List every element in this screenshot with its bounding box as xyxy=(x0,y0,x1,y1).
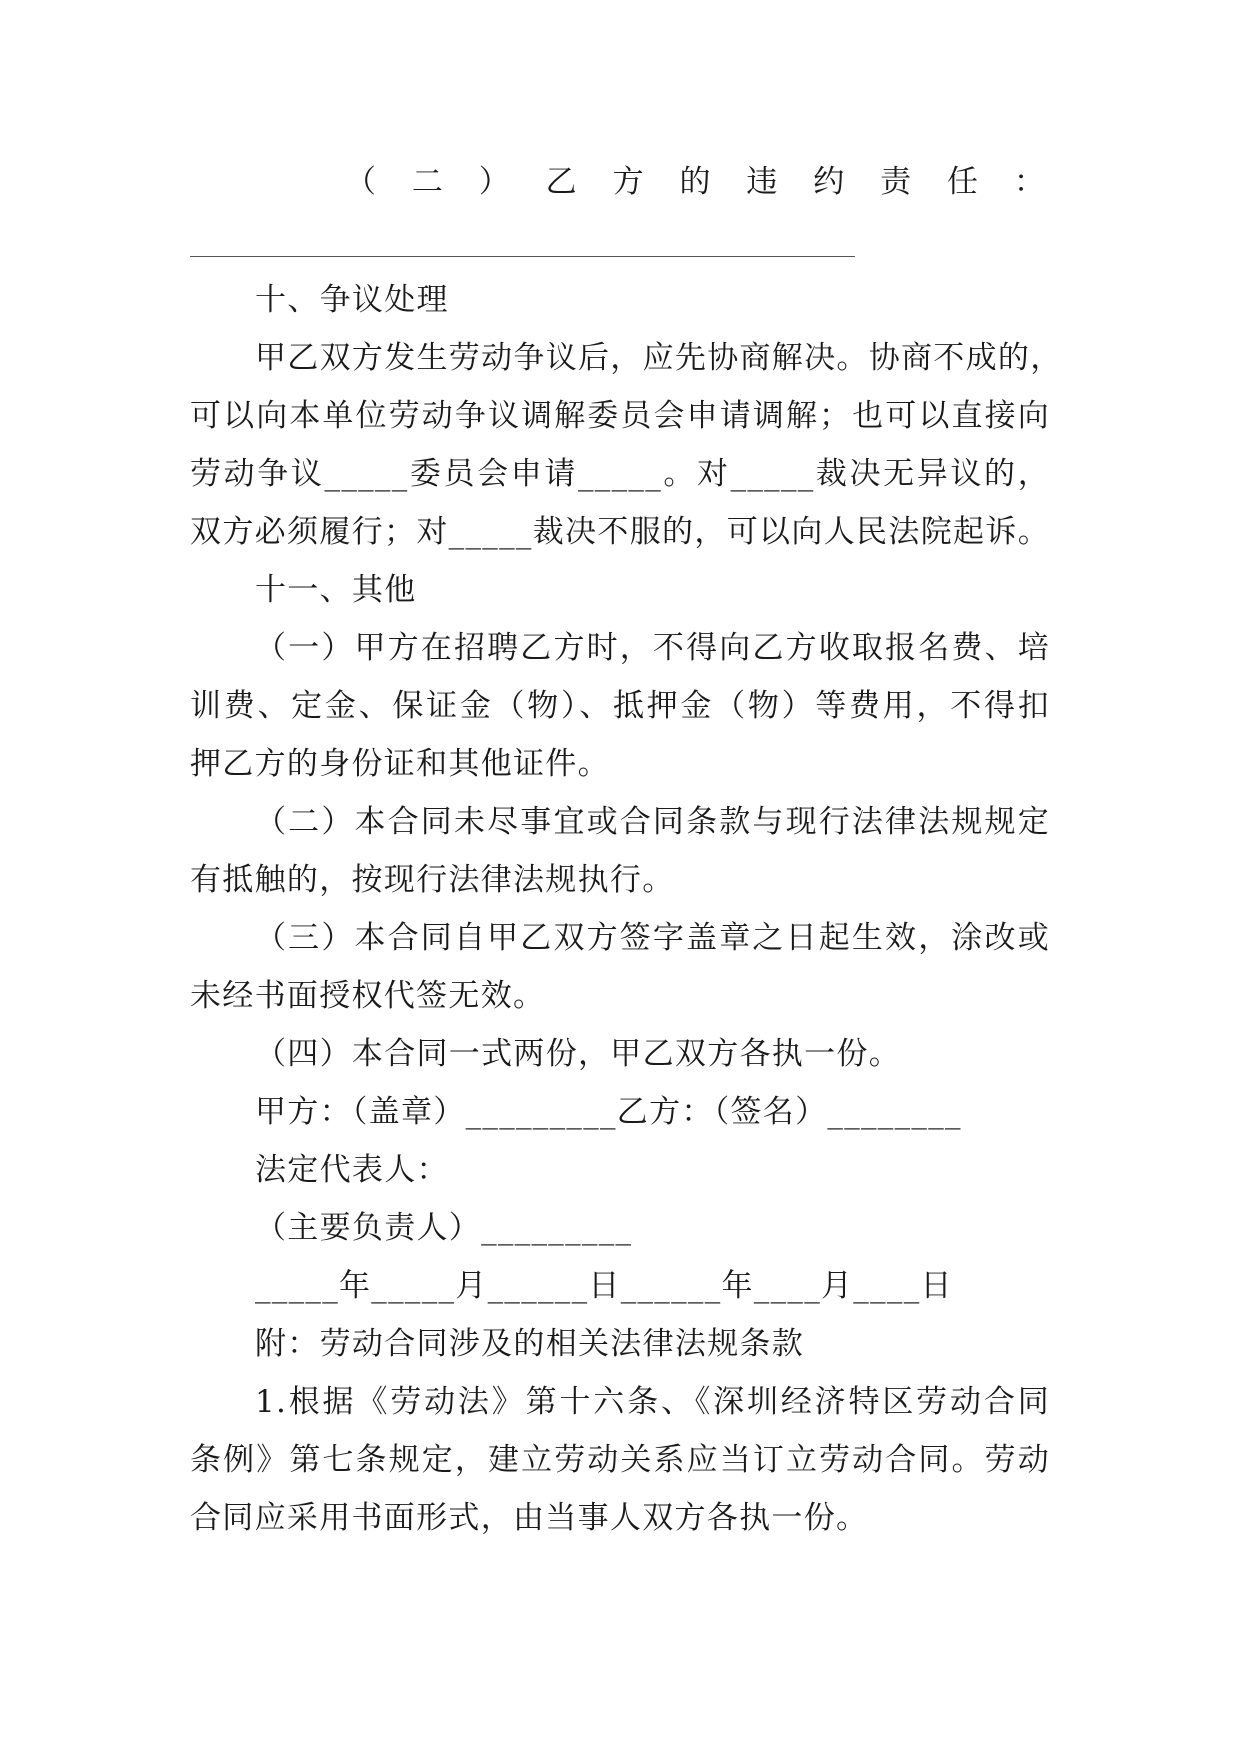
paragraph-line: （二）本合同未尽事宜或合同条款与现行法律法规规定 xyxy=(255,804,1050,840)
heading-char: 约 xyxy=(813,164,845,200)
heading-char: 二 xyxy=(411,164,443,200)
paragraph-line: （三）本合同自甲乙双方签字盖章之日起生效，涂改或 xyxy=(255,920,1050,956)
date-line: _____年_____月______日______年____月____日 xyxy=(255,1268,953,1304)
paragraph-line: 甲乙双方发生劳动争议后，应先协商解决。协商不成的， xyxy=(255,340,1063,376)
section-heading-dispute: 十、争议处理 xyxy=(255,282,449,318)
paragraph-line: 劳动争议_____委员会申请_____。对_____裁决无异议的， xyxy=(190,456,1050,492)
heading-char: （ xyxy=(345,164,376,200)
paragraph-line: 训费、定金、保证金（物）、抵押金（物）等费用，不得扣 xyxy=(190,688,1050,724)
paragraph-line: 可以向本单位劳动争议调解委员会申请调解；也可以直接向 xyxy=(190,398,1050,434)
legal-representative-label: 法定代表人： xyxy=(255,1152,449,1188)
paragraph-line: 条例》第七条规定，建立劳动关系应当订立劳动合同。劳动 xyxy=(190,1442,1050,1478)
blank-fill-line xyxy=(190,256,855,257)
heading-char: 的 xyxy=(679,164,711,200)
section-heading-breach-party-b xyxy=(345,162,1045,202)
heading-char: 任 xyxy=(947,164,979,200)
heading-char: ： xyxy=(1013,164,1045,200)
heading-char: 责 xyxy=(880,164,912,200)
heading-char: 违 xyxy=(746,164,778,200)
paragraph-line: （四）本合同一式两份，甲乙双方各执一份。 xyxy=(255,1036,901,1072)
heading-char: ） xyxy=(478,164,510,200)
appendix-heading: 附：劳动合同涉及的相关法律法规条款 xyxy=(255,1326,805,1362)
paragraph-line: 有抵触的，按现行法律法规执行。 xyxy=(190,862,675,898)
paragraph-line: 押乙方的身份证和其他证件。 xyxy=(190,746,610,782)
paragraph-line: （一）甲方在招聘乙方时，不得向乙方收取报名费、培 xyxy=(255,630,1050,666)
section-heading-other: 十一、其他 xyxy=(255,572,417,608)
paragraph-line: 未经书面授权代签无效。 xyxy=(190,978,546,1014)
principal-signature-line: （主要负责人）_________ xyxy=(255,1210,633,1246)
signature-line-parties: 甲方：（盖章）_________乙方：（签名）________ xyxy=(255,1094,962,1130)
paragraph-line: 双方必须履行；对_____裁决不服的，可以向人民法院起诉。 xyxy=(190,514,1050,550)
heading-char: 乙 xyxy=(545,164,577,200)
paragraph-line: 1.根据《劳动法》第十六条、《深圳经济特区劳动合同 xyxy=(255,1384,1050,1420)
paragraph-line: 合同应采用书面形式，由当事人双方各执一份。 xyxy=(190,1500,869,1536)
heading-char: 方 xyxy=(612,164,644,200)
